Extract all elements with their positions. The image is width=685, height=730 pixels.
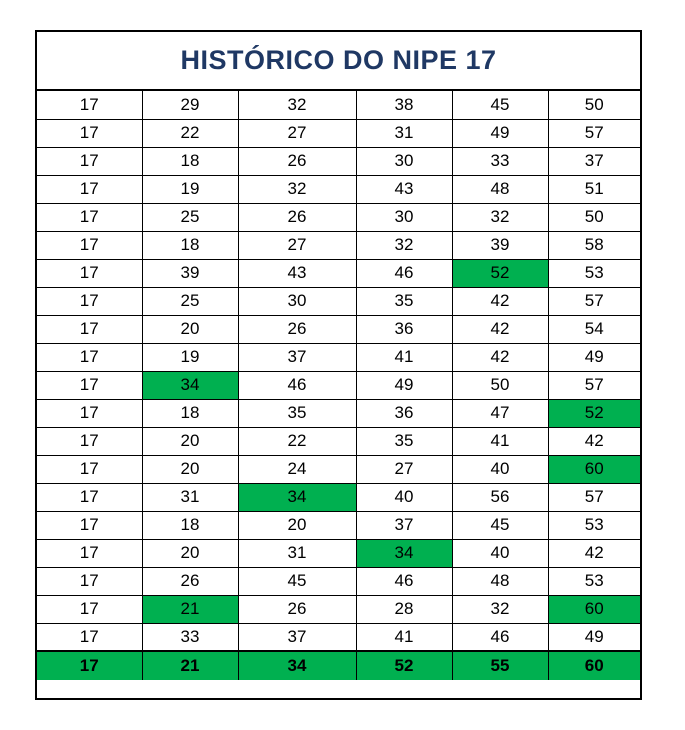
table-cell: 19 [142,343,238,371]
table-row [37,483,640,511]
table-cell: 32 [452,595,548,623]
table-row [37,427,640,455]
history-table-body [37,91,640,680]
table-row [37,231,640,259]
table-cell: 17 [37,315,142,343]
table-cell: 17 [37,231,142,259]
table-cell: 17 [37,371,142,399]
table-cell: 35 [356,427,452,455]
table-cell: 17 [37,147,142,175]
table-cell: 42 [452,315,548,343]
table-cell: 17 [37,539,142,567]
table-cell: 42 [548,539,640,567]
table-row [37,287,640,315]
table-cell: 43 [356,175,452,203]
summary-cell: 60 [548,651,640,680]
table-cell: 18 [142,511,238,539]
table-cell: 33 [142,623,238,651]
table-row [37,343,640,371]
table-cell: 22 [238,427,356,455]
table-cell: 57 [548,483,640,511]
table-cell: 17 [37,455,142,483]
table-cell: 35 [356,287,452,315]
table-cell: 18 [142,399,238,427]
table-row [37,623,640,651]
table-row [37,371,640,399]
table-cell: 29 [142,91,238,119]
table-cell: 49 [452,119,548,147]
table-cell: 17 [37,595,142,623]
table-cell: 31 [142,483,238,511]
table-cell: 26 [142,567,238,595]
table-row [37,567,640,595]
summary-cell: 17 [37,651,142,680]
table-cell: 54 [548,315,640,343]
table-cell: 26 [238,147,356,175]
table-cell: 37 [238,623,356,651]
table-cell: 58 [548,231,640,259]
table-row [37,175,640,203]
table-cell: 36 [356,399,452,427]
table-cell: 36 [356,315,452,343]
table-cell: 49 [548,343,640,371]
table-cell: 26 [238,203,356,231]
table-cell: 20 [142,315,238,343]
table-row [37,119,640,147]
summary-row [37,651,640,680]
table-cell: 42 [452,287,548,315]
table-row [37,147,640,175]
table-cell: 20 [142,427,238,455]
table-cell: 45 [452,91,548,119]
table-cell: 49 [356,371,452,399]
table-cell: 50 [548,203,640,231]
table-cell: 17 [37,483,142,511]
table-cell: 17 [37,343,142,371]
table-cell: 22 [142,119,238,147]
table-cell: 32 [356,231,452,259]
summary-cell: 34 [238,651,356,680]
table-cell: 17 [37,203,142,231]
table-cell: 24 [238,455,356,483]
table-cell: 17 [37,399,142,427]
table-cell: 37 [356,511,452,539]
table-cell: 17 [37,427,142,455]
table-cell: 46 [452,623,548,651]
table-cell: 53 [548,259,640,287]
table-cell: 17 [37,119,142,147]
table-cell: 17 [37,91,142,119]
table-row [37,511,640,539]
table-cell: 40 [452,539,548,567]
table-cell: 51 [548,175,640,203]
table-cell: 43 [238,259,356,287]
table-cell: 25 [142,287,238,315]
table-cell: 27 [238,119,356,147]
table-cell: 33 [452,147,548,175]
table-cell: 53 [548,567,640,595]
table-cell: 17 [37,259,142,287]
table-cell: 56 [452,483,548,511]
table-cell: 27 [356,455,452,483]
table-cell: 41 [356,343,452,371]
table-cell: 17 [37,287,142,315]
table-cell: 47 [452,399,548,427]
highlighted-cell: 34 [238,483,356,511]
table-cell: 26 [238,315,356,343]
table-cell: 48 [452,567,548,595]
table-cell: 32 [238,91,356,119]
table-cell: 40 [452,455,548,483]
table-cell: 53 [548,511,640,539]
table-cell: 20 [238,511,356,539]
sheet-title: HISTÓRICO DO NIPE 17 [37,32,640,91]
table-cell: 48 [452,175,548,203]
table-cell: 37 [238,343,356,371]
table-cell: 20 [142,455,238,483]
table-cell: 17 [37,623,142,651]
summary-cell: 52 [356,651,452,680]
history-table [37,91,640,680]
table-cell: 35 [238,399,356,427]
table-cell: 45 [238,567,356,595]
table-cell: 57 [548,287,640,315]
table-cell: 46 [238,371,356,399]
table-cell: 37 [548,147,640,175]
highlighted-cell: 52 [452,259,548,287]
summary-cell: 21 [142,651,238,680]
table-cell: 26 [238,595,356,623]
table-cell: 42 [548,427,640,455]
table-cell: 39 [452,231,548,259]
table-cell: 30 [356,147,452,175]
table-cell: 50 [452,371,548,399]
table-cell: 57 [548,371,640,399]
table-cell: 28 [356,595,452,623]
highlighted-cell: 60 [548,455,640,483]
history-sheet [35,30,642,700]
table-cell: 31 [238,539,356,567]
table-cell: 41 [452,427,548,455]
table-cell: 49 [548,623,640,651]
table-row [37,259,640,287]
highlighted-cell: 34 [356,539,452,567]
table-cell: 27 [238,231,356,259]
table-cell: 32 [238,175,356,203]
table-row [37,91,640,119]
table-row [37,539,640,567]
table-cell: 50 [548,91,640,119]
table-row [37,595,640,623]
table-cell: 17 [37,175,142,203]
table-row [37,455,640,483]
table-cell: 17 [37,567,142,595]
table-cell: 17 [37,511,142,539]
summary-cell: 55 [452,651,548,680]
table-cell: 57 [548,119,640,147]
table-cell: 42 [452,343,548,371]
table-cell: 25 [142,203,238,231]
table-cell: 30 [356,203,452,231]
table-cell: 40 [356,483,452,511]
table-row [37,315,640,343]
table-cell: 30 [238,287,356,315]
table-cell: 38 [356,91,452,119]
table-cell: 32 [452,203,548,231]
table-cell: 46 [356,259,452,287]
table-row [37,203,640,231]
highlighted-cell: 34 [142,371,238,399]
table-cell: 18 [142,147,238,175]
table-row [37,399,640,427]
table-cell: 41 [356,623,452,651]
highlighted-cell: 21 [142,595,238,623]
table-cell: 46 [356,567,452,595]
table-cell: 19 [142,175,238,203]
highlighted-cell: 52 [548,399,640,427]
table-cell: 31 [356,119,452,147]
highlighted-cell: 60 [548,595,640,623]
table-cell: 20 [142,539,238,567]
table-cell: 45 [452,511,548,539]
table-cell: 18 [142,231,238,259]
table-cell: 39 [142,259,238,287]
